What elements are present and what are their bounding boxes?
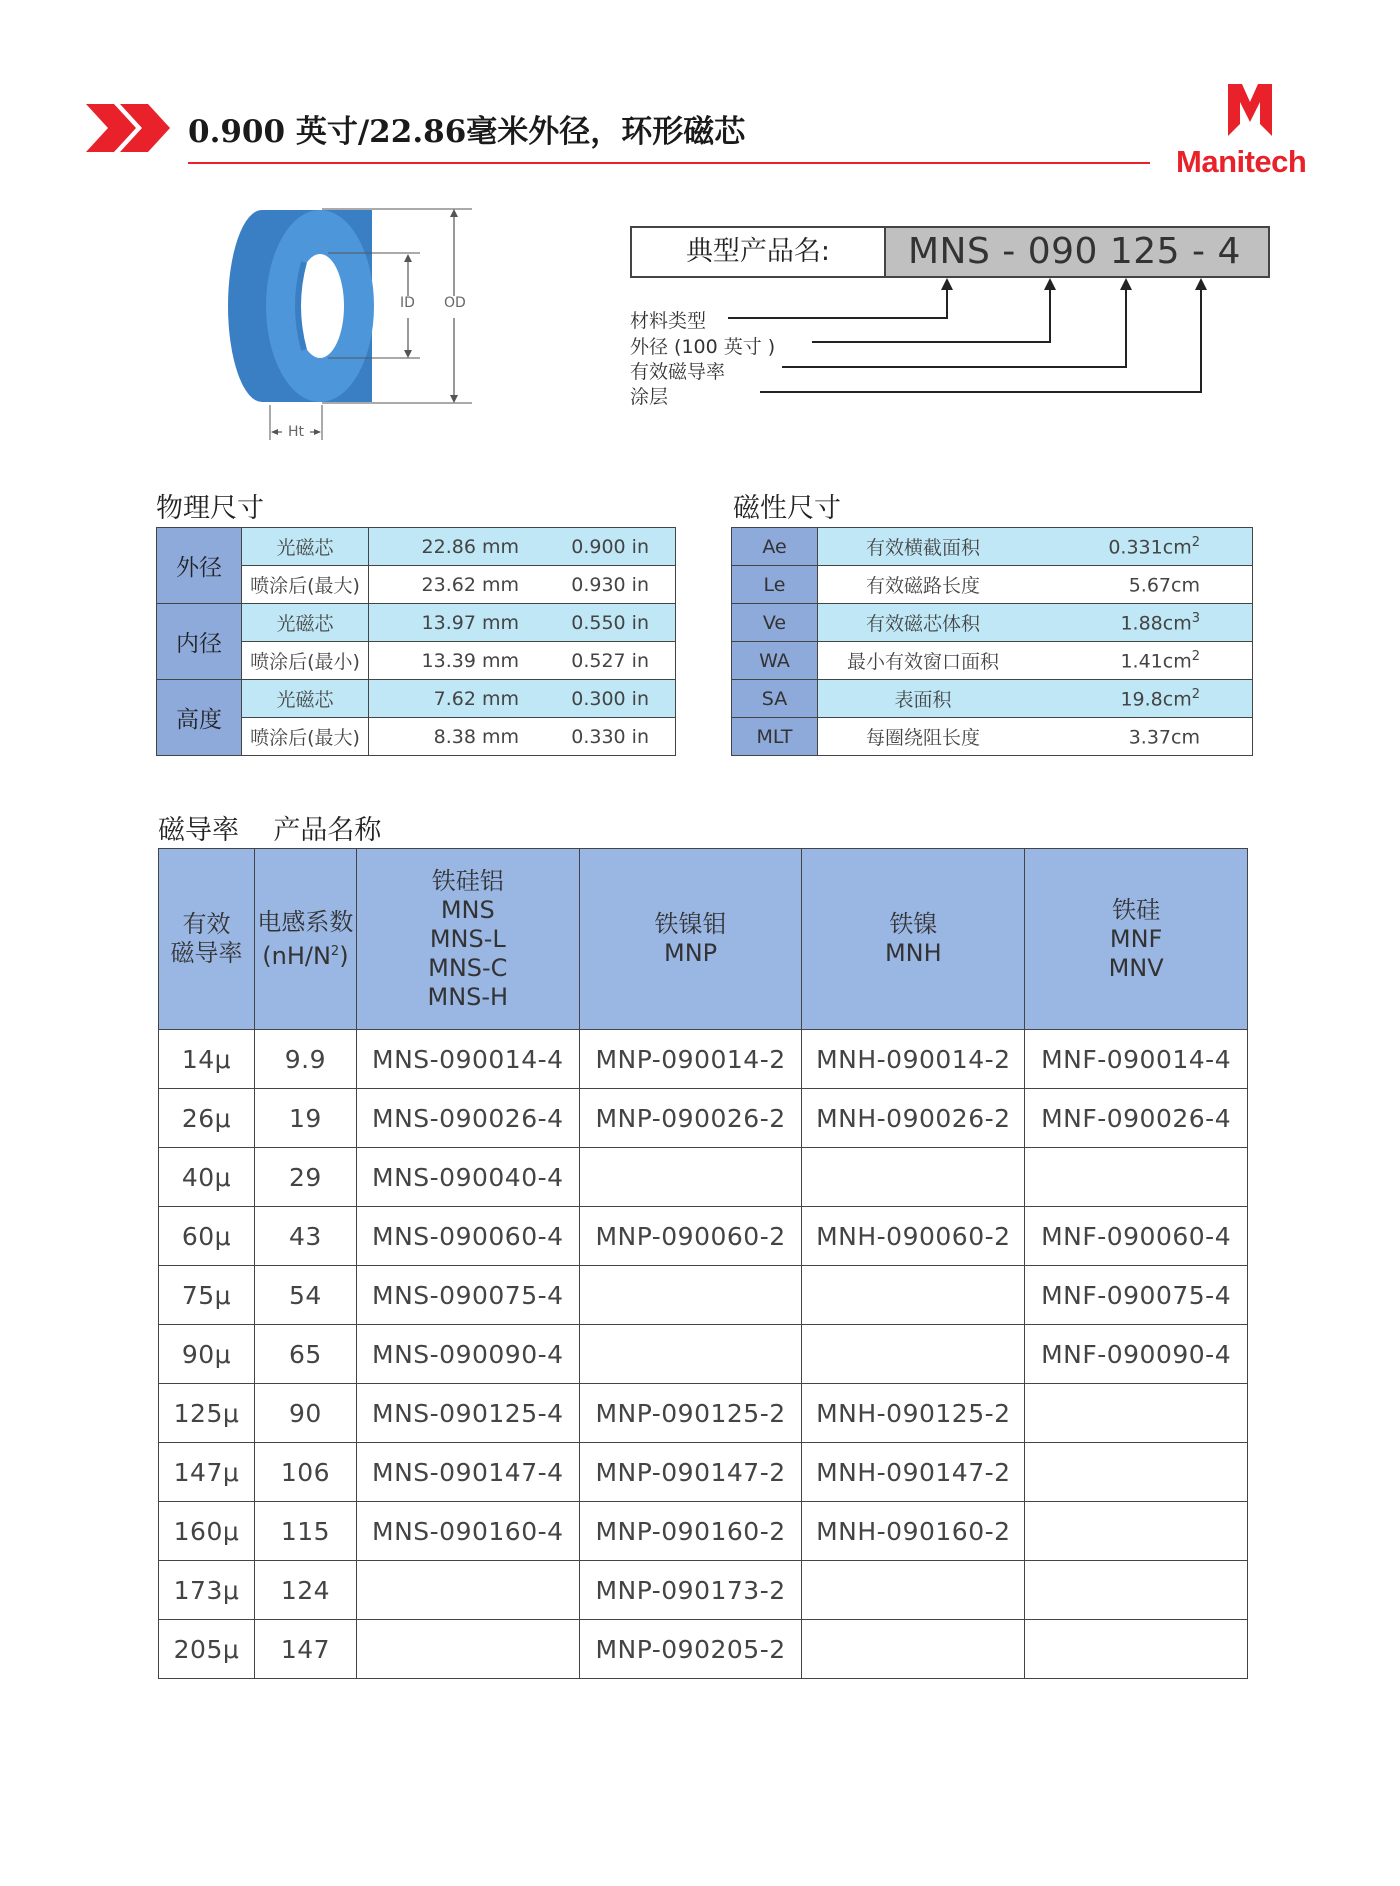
symbol-cell: Ae — [732, 528, 818, 566]
header-line: 铁镍钼 — [654, 910, 727, 938]
value-mm: 23.62 mm — [369, 566, 540, 604]
value-unit: cm — [1162, 536, 1192, 559]
mnh-cell — [802, 1325, 1025, 1384]
mnf-cell — [1025, 1561, 1248, 1620]
symbol-cell: SA — [732, 680, 818, 718]
permeability-cell: 75μ — [159, 1266, 255, 1325]
inductance-cell: 9.9 — [254, 1030, 356, 1089]
table-row — [159, 1384, 1248, 1443]
od-label: OD — [444, 295, 466, 311]
magnetic-title: 磁性尺寸 — [733, 493, 841, 524]
row-label: 光磁芯 — [242, 604, 369, 642]
header-line: 磁导率 — [170, 939, 243, 967]
page-title: 0.900 英寸/22.86毫米外径，环形磁芯 — [188, 114, 746, 150]
mnh-cell — [802, 1148, 1025, 1207]
mns-cell: MNS-090125-4 — [356, 1384, 579, 1443]
value-cell — [1028, 528, 1253, 566]
permeability-cell: 40μ — [159, 1148, 255, 1207]
header-inductance — [254, 849, 356, 1030]
inductance-cell: 43 — [254, 1207, 356, 1266]
mnp-cell — [579, 1266, 802, 1325]
permeability-cell: 60μ — [159, 1207, 255, 1266]
header-line: MNS — [440, 895, 495, 924]
mnp-cell: MNP-090205-2 — [579, 1620, 802, 1679]
permeability-cell: 173μ — [159, 1561, 255, 1620]
header-mnh — [802, 849, 1025, 1030]
permeability-cell: 14μ — [159, 1030, 255, 1089]
value-in: 0.527 in — [539, 642, 676, 680]
mnf-cell — [1025, 1620, 1248, 1679]
table-row — [159, 1089, 1248, 1148]
value-cell — [1028, 718, 1253, 756]
table-row — [157, 604, 676, 642]
header-line: 有效 — [182, 910, 231, 938]
value-unit: cm — [1162, 688, 1192, 711]
table-row — [159, 1148, 1248, 1207]
row-label: 喷涂后(最大) — [242, 718, 369, 756]
row-label: 喷涂后(最小) — [242, 642, 369, 680]
description-cell: 有效磁路长度 — [818, 566, 1029, 604]
value-in: 0.300 in — [539, 680, 676, 718]
mnf-cell — [1025, 1384, 1248, 1443]
mnh-cell — [802, 1620, 1025, 1679]
value-cell — [1028, 680, 1253, 718]
title-rule — [188, 162, 1150, 164]
manitech-logo-icon — [1224, 78, 1276, 140]
inductance-cell: 147 — [254, 1620, 356, 1679]
value-exponent: 3 — [1191, 610, 1200, 626]
symbol-cell: WA — [732, 642, 818, 680]
inductance-cell: 115 — [254, 1502, 356, 1561]
header-line: MNH — [884, 939, 942, 967]
mnh-cell: MNH-090026-2 — [802, 1089, 1025, 1148]
inductance-cell: 106 — [254, 1443, 356, 1502]
value-in: 0.900 in — [539, 528, 676, 566]
mnp-cell: MNP-090173-2 — [579, 1561, 802, 1620]
value-cell — [1028, 604, 1253, 642]
mnf-cell: MNF-090075-4 — [1025, 1266, 1248, 1325]
header-line: 铁镍 — [889, 910, 938, 938]
product-table-body — [159, 1030, 1248, 1679]
value-cell — [1028, 566, 1253, 604]
permeability-cell: 125μ — [159, 1384, 255, 1443]
header-sup: 2 — [330, 943, 340, 959]
symbol-cell: Le — [732, 566, 818, 604]
table-row — [732, 528, 1253, 566]
table-row — [732, 642, 1253, 680]
legend-material: 材料类型 — [630, 310, 707, 332]
mnp-cell: MNP-090060-2 — [579, 1207, 802, 1266]
mnf-cell: MNF-090090-4 — [1025, 1325, 1248, 1384]
mns-cell: MNS-090147-4 — [356, 1443, 579, 1502]
value-cell — [1028, 642, 1253, 680]
header-line: MNS-L — [429, 924, 506, 953]
inductance-cell: 29 — [254, 1148, 356, 1207]
value-number: 1.88 — [1120, 612, 1163, 635]
table-row — [157, 680, 676, 718]
mns-cell: MNS-090075-4 — [356, 1266, 579, 1325]
header-text: ) — [339, 941, 349, 970]
value-number: 1.41 — [1120, 650, 1163, 673]
description-cell: 有效磁芯体积 — [818, 604, 1029, 642]
header-mnf — [1025, 849, 1248, 1030]
description-cell: 表面积 — [818, 680, 1029, 718]
header-line: 铁硅 — [1112, 895, 1161, 924]
value-in: 0.550 in — [539, 604, 676, 642]
naming-leader-lines — [700, 276, 1220, 406]
header-line: MNP — [663, 939, 718, 967]
value-mm: 22.86 mm — [369, 528, 540, 566]
mns-cell: MNS-090014-4 — [356, 1030, 579, 1089]
table-row — [159, 1502, 1248, 1561]
table-row — [732, 680, 1253, 718]
mnh-cell: MNH-090160-2 — [802, 1502, 1025, 1561]
value-unit: cm — [1171, 574, 1200, 597]
permeability-cell: 147μ — [159, 1443, 255, 1502]
description-cell: 有效横截面积 — [818, 528, 1029, 566]
mnh-cell: MNH-090060-2 — [802, 1207, 1025, 1266]
group-label: 内径 — [157, 604, 242, 680]
physical-title: 物理尺寸 — [156, 493, 264, 524]
inductance-cell: 19 — [254, 1089, 356, 1148]
mns-cell: MNS-090040-4 — [356, 1148, 579, 1207]
mnf-cell: MNF-090014-4 — [1025, 1030, 1248, 1089]
value-mm: 8.38 mm — [369, 718, 540, 756]
description-cell: 最小有效窗口面积 — [818, 642, 1029, 680]
symbol-cell: MLT — [732, 718, 818, 756]
value-unit: cm — [1171, 726, 1200, 749]
table-row — [732, 566, 1253, 604]
typical-name-example: MNS - 090 125 - 4 — [884, 228, 1268, 276]
table-row — [159, 1325, 1248, 1384]
value-number: 5.67 — [1128, 574, 1172, 597]
group-label: 外径 — [157, 528, 242, 604]
mnp-cell: MNP-090160-2 — [579, 1502, 802, 1561]
toroid-core-diagram — [210, 200, 480, 450]
mnh-cell: MNH-090147-2 — [802, 1443, 1025, 1502]
mnf-cell — [1025, 1443, 1248, 1502]
value-number: 0.331 — [1108, 536, 1163, 559]
table-row — [159, 1207, 1248, 1266]
mnf-cell: MNF-090060-4 — [1025, 1207, 1248, 1266]
inductance-cell: 54 — [254, 1266, 356, 1325]
id-label: ID — [400, 295, 415, 311]
description-cell: 每圈绕阻长度 — [818, 718, 1029, 756]
mnh-cell — [802, 1266, 1025, 1325]
value-exponent: 2 — [1191, 534, 1200, 550]
value-unit: cm — [1162, 612, 1192, 635]
permeability-cell: 205μ — [159, 1620, 255, 1679]
inductance-cell: 124 — [254, 1561, 356, 1620]
mns-cell: MNS-090160-4 — [356, 1502, 579, 1561]
ht-label: Ht — [288, 424, 305, 440]
mns-cell — [356, 1561, 579, 1620]
value-in: 0.330 in — [539, 718, 676, 756]
header-line — [255, 937, 356, 971]
inductance-cell: 90 — [254, 1384, 356, 1443]
chevron-arrows-icon — [86, 104, 178, 152]
product-table — [158, 848, 1248, 1679]
header-line: MNS-C — [428, 953, 508, 982]
row-label: 喷涂后(最大) — [242, 566, 369, 604]
value-mm: 13.97 mm — [369, 604, 540, 642]
mns-cell: MNS-090026-4 — [356, 1089, 579, 1148]
table-row — [159, 1030, 1248, 1089]
typical-name-box — [630, 226, 1270, 278]
mnp-cell — [579, 1148, 802, 1207]
group-label: 高度 — [157, 680, 242, 756]
value-number: 3.37 — [1128, 726, 1172, 749]
table-row — [159, 1266, 1248, 1325]
mns-cell: MNS-090060-4 — [356, 1207, 579, 1266]
header-text: (nH/N — [262, 941, 331, 970]
row-label: 光磁芯 — [242, 680, 369, 718]
value-unit: cm — [1162, 650, 1192, 673]
typical-name-label: 典型产品名: — [685, 236, 831, 267]
products-title: 磁导率 产品名称 — [158, 815, 382, 846]
value-mm: 13.39 mm — [369, 642, 540, 680]
value-number: 19.8 — [1120, 688, 1163, 711]
table-row — [159, 1443, 1248, 1502]
header-line: MNV — [1108, 953, 1164, 982]
mnp-cell: MNP-090125-2 — [579, 1384, 802, 1443]
mnf-cell — [1025, 1502, 1248, 1561]
mnh-cell: MNH-090125-2 — [802, 1384, 1025, 1443]
mnh-cell — [802, 1561, 1025, 1620]
magnetic-table — [731, 527, 1253, 756]
header-line: MNF — [1109, 924, 1163, 953]
mnp-cell: MNP-090147-2 — [579, 1443, 802, 1502]
legend-coating: 涂层 — [630, 386, 669, 408]
permeability-cell: 160μ — [159, 1502, 255, 1561]
table-row — [157, 528, 676, 566]
table-row — [732, 718, 1253, 756]
header-mnp — [579, 849, 802, 1030]
symbol-cell: Ve — [732, 604, 818, 642]
mnp-cell: MNP-090026-2 — [579, 1089, 802, 1148]
brand-name: Manitech — [1176, 144, 1307, 179]
header-line: 铁硅铝 — [431, 866, 504, 895]
value-exponent: 2 — [1191, 648, 1200, 664]
permeability-cell: 26μ — [159, 1089, 255, 1148]
header-line: 电感系数 — [257, 907, 354, 936]
permeability-cell: 90μ — [159, 1325, 255, 1384]
header-permeability — [159, 849, 255, 1030]
table-row — [732, 604, 1253, 642]
table-header-row — [159, 849, 1248, 1030]
mnh-cell: MNH-090014-2 — [802, 1030, 1025, 1089]
value-exponent: 2 — [1191, 686, 1200, 702]
mnf-cell — [1025, 1148, 1248, 1207]
value-in: 0.930 in — [539, 566, 676, 604]
value-mm: 7.62 mm — [369, 680, 540, 718]
header-line: MNS-H — [427, 982, 509, 1011]
table-row — [159, 1561, 1248, 1620]
legend-permeability: 有效磁导率 — [630, 361, 726, 383]
inductance-cell: 65 — [254, 1325, 356, 1384]
header-mns — [356, 849, 579, 1030]
legend-od: 外径 (100 英寸 ) — [630, 336, 776, 358]
mnf-cell: MNF-090026-4 — [1025, 1089, 1248, 1148]
mns-cell — [356, 1620, 579, 1679]
mns-cell: MNS-090090-4 — [356, 1325, 579, 1384]
mnp-cell: MNP-090014-2 — [579, 1030, 802, 1089]
mnp-cell — [579, 1325, 802, 1384]
row-label: 光磁芯 — [242, 528, 369, 566]
table-row — [159, 1620, 1248, 1679]
physical-table — [156, 527, 676, 756]
